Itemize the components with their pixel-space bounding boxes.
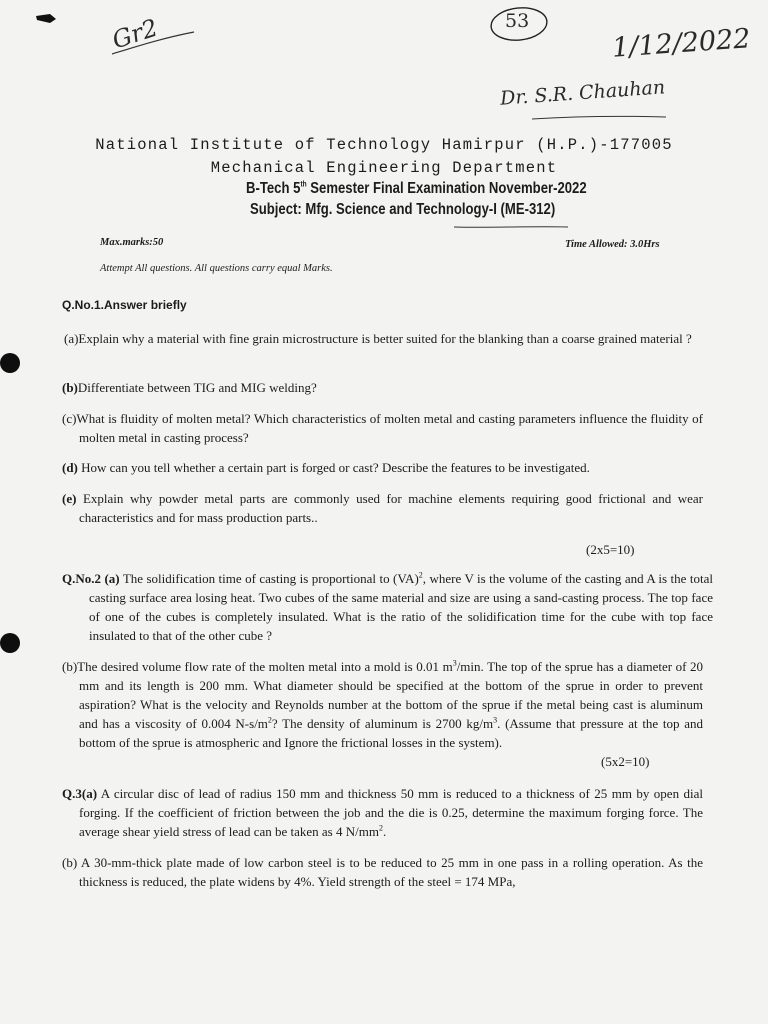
handwritten-group-mark: Gr2 — [108, 13, 162, 55]
q1d — [62, 458, 688, 477]
circled-number: 53 — [505, 10, 530, 32]
q1e-text: Explain why powder metal parts are commonly used for machine elements requiring good frictional and wear characteristics and for mass production parts.. — [76, 491, 703, 525]
max-marks: Max.marks:50 — [100, 237, 164, 248]
punch-hole-icon — [0, 353, 20, 373]
institute-name: National Institute of Technology Hamirpur (H.P.)-177005 — [95, 136, 673, 154]
q1c-text: (c)What is fluidity of molten metal? Which characteristics of molten metal and casting parameters influence the fluidity of molten metal in casting process? — [62, 411, 703, 445]
q3-label: Q.3(a) — [62, 786, 98, 801]
q3b-text: (b) A 30-mm-thick plate made of low carbon steel is to be reduced to 25 mm in one pass in a rolling operation. As the thickness is reduced, the plate widens by 4%. Yield strength of the steel = 174 MPa, — [62, 855, 703, 889]
q2-marks: (5x2=10) — [601, 754, 650, 769]
time-allowed: Time Allowed: 3.0Hrs — [565, 239, 660, 250]
q2b — [62, 657, 703, 752]
q2b-text-2: /min. The top of the sprue has a diameter of 20 mm and its length is 200 mm. What diameter should be specified at the bottom of the sprue in order to prevent aspiration? What is the velocity and Reynolds number at the bottom of the sprue if the metal being cast is aluminum and has a viscosity of 0.004 N-s/m — [79, 659, 704, 731]
q2b-text-1: (b)The desired volume flow rate of the molten metal into a mold is 0.01 m — [62, 659, 453, 674]
handwritten-signature: Dr. S.R. Chauhan — [499, 76, 666, 110]
instructions: Attempt All questions. All questions carry equal Marks. — [100, 263, 333, 274]
q1a-text: (a)Explain why a material with fine grain microstructure is better suited for the blanking than a coarse grained material ? — [64, 331, 692, 346]
q1-marks: (2x5=10) — [586, 542, 635, 557]
q1d-text: How can you tell whether a certain part is forged or cast? Describe the features to be investigated. — [77, 460, 590, 475]
q3a-sup: 2 — [378, 823, 383, 833]
q3a — [62, 784, 703, 841]
q1e-label: (e) — [62, 491, 77, 506]
q2b-sup-2: 2 — [267, 715, 272, 725]
q1b — [62, 378, 688, 397]
q2a-text-1: The solidification time of casting is proportional to (VA) — [119, 571, 419, 586]
handwritten-date: 1/12/2022 — [611, 23, 752, 64]
q1-title: Q.No.1.Answer briefly — [62, 298, 187, 312]
punch-mark-icon — [34, 10, 58, 26]
q2b-text-3: ? The density of aluminum is 2700 kg/m — [271, 716, 494, 731]
q1b-label: (b) — [62, 380, 78, 395]
exam-title-sup: th — [300, 179, 307, 189]
q1d-label: (d) — [62, 460, 78, 475]
q2-label: Q.No.2 (a) — [62, 571, 120, 586]
exam-title-rest: Semester Final Examination November-2022 — [306, 180, 587, 197]
q1e — [62, 489, 703, 527]
exam-title — [246, 180, 587, 198]
q2a-text-2: , where V is the volume of the casting and A is the total casting surface area losing heat. Two cubes of the same material and size are using a sand-casting process. The top face of one of the cubes is completely insulated. What is the ratio of the solidification time for the cube with top face insulated to that of the other cube ? — [89, 571, 713, 643]
subject-underline — [452, 222, 572, 232]
q2b-text-4: . (Assume that pressure at the top and bottom of the sprue is atmospheric and Ignore the frictional losses in the system). — [79, 716, 703, 750]
q2b-sup-3: 3 — [493, 715, 498, 725]
q2a — [62, 569, 713, 645]
subject-line: Subject: Mfg. Science and Technology-I (ME-312) — [250, 201, 556, 218]
group-mark-underline — [108, 28, 198, 58]
department-name: Mechanical Engineering Department — [210, 159, 558, 177]
punch-hole-icon-2 — [0, 633, 20, 653]
q3a-text-2: . — [382, 824, 387, 839]
q2b-sup-1: 3 — [452, 658, 457, 668]
signature-underline — [530, 112, 670, 124]
exam-title-prefix: B-Tech 5 — [246, 180, 301, 197]
q2a-sup: 2 — [418, 570, 423, 580]
q1b-text: Differentiate between TIG and MIG welding? — [77, 380, 317, 395]
q3a-text-1: A circular disc of lead of radius 150 mm and thickness 50 mm is reduced to a thickness of 25 mm by open dial forging. If the coefficient of friction between the job and the die is 0.25, determine the maximum forging force. The average shear yield stress of lead can be taken as 4 N/mm — [79, 786, 703, 839]
